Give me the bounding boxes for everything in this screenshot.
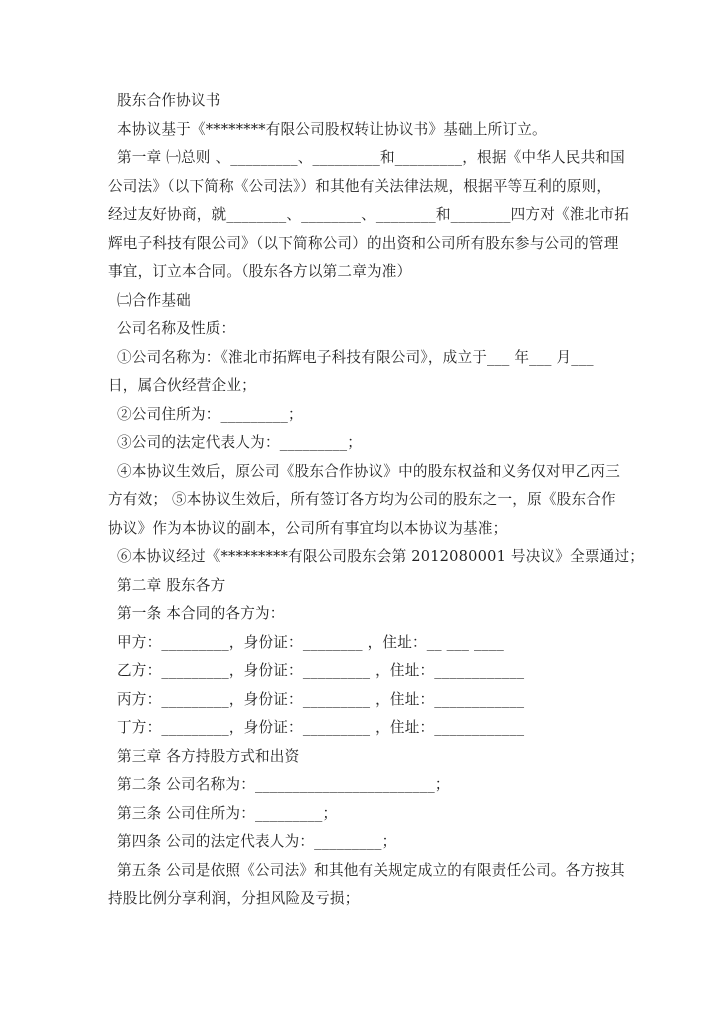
paragraph-line: ⑥本协议经过《*********有限公司股东会第 2012080001 号决议》全票通过；: [117, 548, 645, 565]
paragraph-line: 方有效； ⑤本协议生效后，所有签订各方均为公司的股东之一，原《股东合作: [108, 491, 616, 508]
article-line: 第一条 本合同的各方为：: [117, 605, 285, 622]
section-heading: ㈡合作基础: [117, 291, 191, 309]
chapter-heading: 第一章 ㈠总则 、_________、_________和_________，根据《中华人民共和国: [117, 149, 625, 166]
party-line: 乙方：_________，身份证：_________ ，住址：____________: [117, 662, 525, 679]
chapter-heading: 第二章 股东各方: [117, 576, 226, 594]
document-body: [108, 87, 645, 914]
party-line: 丙方：_________，身份证：_________ ，住址：____________: [117, 690, 525, 708]
paragraph-line: 协议》作为本协议的副本，公司所有事宜均以本协议为基准；: [108, 519, 508, 537]
paragraph-line: ③公司的法定代表人为：_________；: [117, 434, 362, 451]
paragraph-line: 公司名称及性质：: [117, 320, 236, 337]
document-title: 股东合作协议书: [117, 92, 221, 109]
paragraph-line: 本协议基于《********有限公司股权转让协议书》基础上所订立。: [117, 120, 547, 138]
paragraph-line: 持股比例分享利润，分担风险及亏损；: [108, 890, 360, 907]
paragraph-line: 日，属合伙经营企业；: [108, 377, 256, 394]
article-line: 第三条 公司住所为：_________；: [117, 804, 338, 822]
paragraph-line: 公司法》（以下简称《公司法》）和其他有关法律法规，根据平等互利的原则，: [108, 177, 612, 195]
article-line: 第二条 公司名称为：________________________；: [117, 776, 450, 793]
paragraph-line: 事宜，订立本合同。（股东各方以第二章为准）: [108, 263, 412, 280]
paragraph-line: 经过友好协商，就________、________、________和________四方对《淮北市拓: [108, 206, 629, 223]
party-line: 甲方：_________，身份证：________ ，住址：__ ___ ____: [117, 633, 504, 651]
chapter-heading: 第三章 各方持股方式和出资: [117, 747, 300, 765]
paragraph-line: ①公司名称为：《淮北市拓辉电子科技有限公司》，成立于___ 年___ 月___: [117, 348, 594, 366]
paragraph-line: ②公司住所为：_________；: [117, 405, 303, 423]
party-line: 丁方：_________，身份证：_________ ，住址：____________: [117, 719, 525, 736]
article-line: 第五条 公司是依照《公司法》和其他有关规定成立的有限责任公司。各方按其: [117, 861, 625, 879]
paragraph-line: 辉电子科技有限公司》（以下简称公司）的出资和公司所有股东参与公司的管理: [108, 234, 619, 252]
article-line: 第四条 公司的法定代表人为：_________；: [117, 833, 397, 850]
paragraph-line: ④本协议生效后，原公司《股东合作协议》中的股东权益和义务仅对甲乙丙三: [117, 462, 620, 480]
